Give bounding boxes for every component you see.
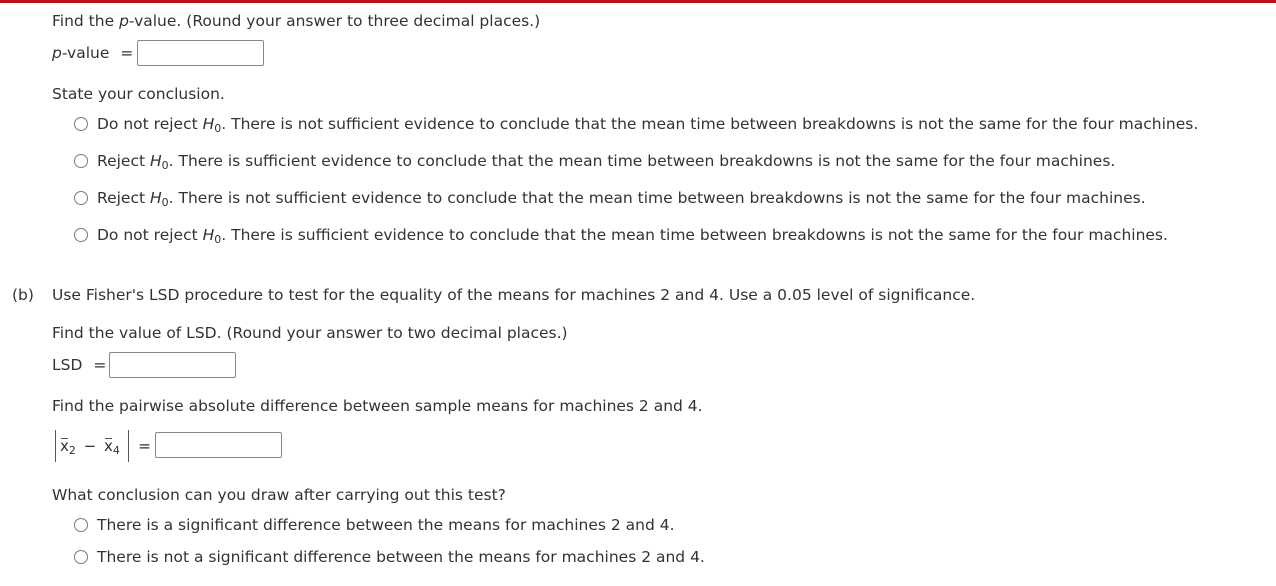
option-prefix: Reject (97, 189, 150, 207)
xbar-2: x (60, 437, 69, 455)
xbar-4: x (104, 437, 113, 455)
hypothesis-symbol: H (202, 115, 215, 133)
abs-diff-inner (60, 436, 120, 458)
diff-input[interactable] (155, 432, 282, 458)
pvalue-prompt-prefix: Find the (52, 12, 120, 30)
test-option-2-label: There is not a significant difference between the means for machines 2 and 4. (97, 548, 705, 566)
option-text: . There is not sufficient evidence to conclude that the mean time between breakdowns is not the same for the four machines. (221, 115, 1199, 133)
hypothesis-subscript: 0 (214, 122, 222, 135)
pvalue-label-italic: p (52, 44, 62, 62)
part-b-marker: (b) (12, 286, 34, 304)
lsd-input[interactable] (109, 352, 236, 378)
option-text: . There is sufficient evidence to conclude that the mean time between breakdowns is not the same for the four machines. (221, 226, 1168, 244)
part-b-question: Use Fisher's LSD procedure to test for the equality of the means for machines 2 and 4. Use a 0.05 level of significance. (52, 286, 976, 304)
abs-bar-right (128, 430, 129, 462)
test-prompt: What conclusion can you draw after carrying out this test? (52, 486, 506, 504)
abs-bar-left (55, 430, 56, 462)
diff-equals: = (138, 437, 151, 455)
lsd-equals: = (93, 356, 107, 374)
pvalue-label-suffix: -value (61, 44, 110, 62)
option-prefix: Do not reject (97, 115, 203, 133)
xbar-4-subscript: 4 (112, 444, 120, 457)
conclusion-option-3-label (97, 188, 1146, 210)
option-prefix: Reject (97, 152, 150, 170)
conclusion-prompt: State your conclusion. (52, 85, 225, 103)
pvalue-prompt (52, 11, 540, 31)
pvalue-label (52, 43, 133, 63)
pvalue-input[interactable] (137, 40, 264, 66)
option-text: . There is sufficient evidence to conclude that the mean time between breakdowns is not the same for the four machines. (168, 152, 1116, 170)
pvalue-prompt-suffix: -value. (Round your answer to three decimal places.) (128, 12, 541, 30)
hypothesis-subscript: 0 (161, 159, 169, 172)
conclusion-radio-3[interactable] (74, 191, 88, 205)
option-text: . There is not sufficient evidence to conclude that the mean time between breakdowns is not the same for the four machines. (168, 189, 1146, 207)
minus-sign: − (83, 437, 97, 455)
test-option-1-label: There is a significant difference between the means for machines 2 and 4. (97, 516, 675, 534)
hypothesis-symbol: H (149, 189, 162, 207)
lsd-prompt: Find the value of LSD. (Round your answer to two decimal places.) (52, 324, 568, 342)
test-radio-2[interactable] (74, 550, 88, 564)
pvalue-equals: = (120, 44, 134, 62)
conclusion-option-4-label (97, 225, 1168, 247)
test-radio-1[interactable] (74, 518, 88, 532)
lsd-label (52, 355, 106, 375)
pvalue-prompt-italic: p (119, 12, 129, 30)
hypothesis-symbol: H (149, 152, 162, 170)
conclusion-radio-1[interactable] (74, 117, 88, 131)
option-prefix: Do not reject (97, 226, 203, 244)
diff-prompt: Find the pairwise absolute difference between sample means for machines 2 and 4. (52, 397, 703, 415)
xbar-2-subscript: 2 (68, 444, 76, 457)
hypothesis-subscript: 0 (214, 233, 222, 246)
hypothesis-subscript: 0 (161, 196, 169, 209)
conclusion-radio-4[interactable] (74, 228, 88, 242)
lsd-label-text: LSD (52, 356, 83, 374)
hypothesis-symbol: H (202, 226, 215, 244)
conclusion-option-2-label (97, 151, 1115, 173)
conclusion-radio-2[interactable] (74, 154, 88, 168)
top-accent-bar (0, 0, 1276, 3)
conclusion-option-1-label (97, 114, 1198, 136)
